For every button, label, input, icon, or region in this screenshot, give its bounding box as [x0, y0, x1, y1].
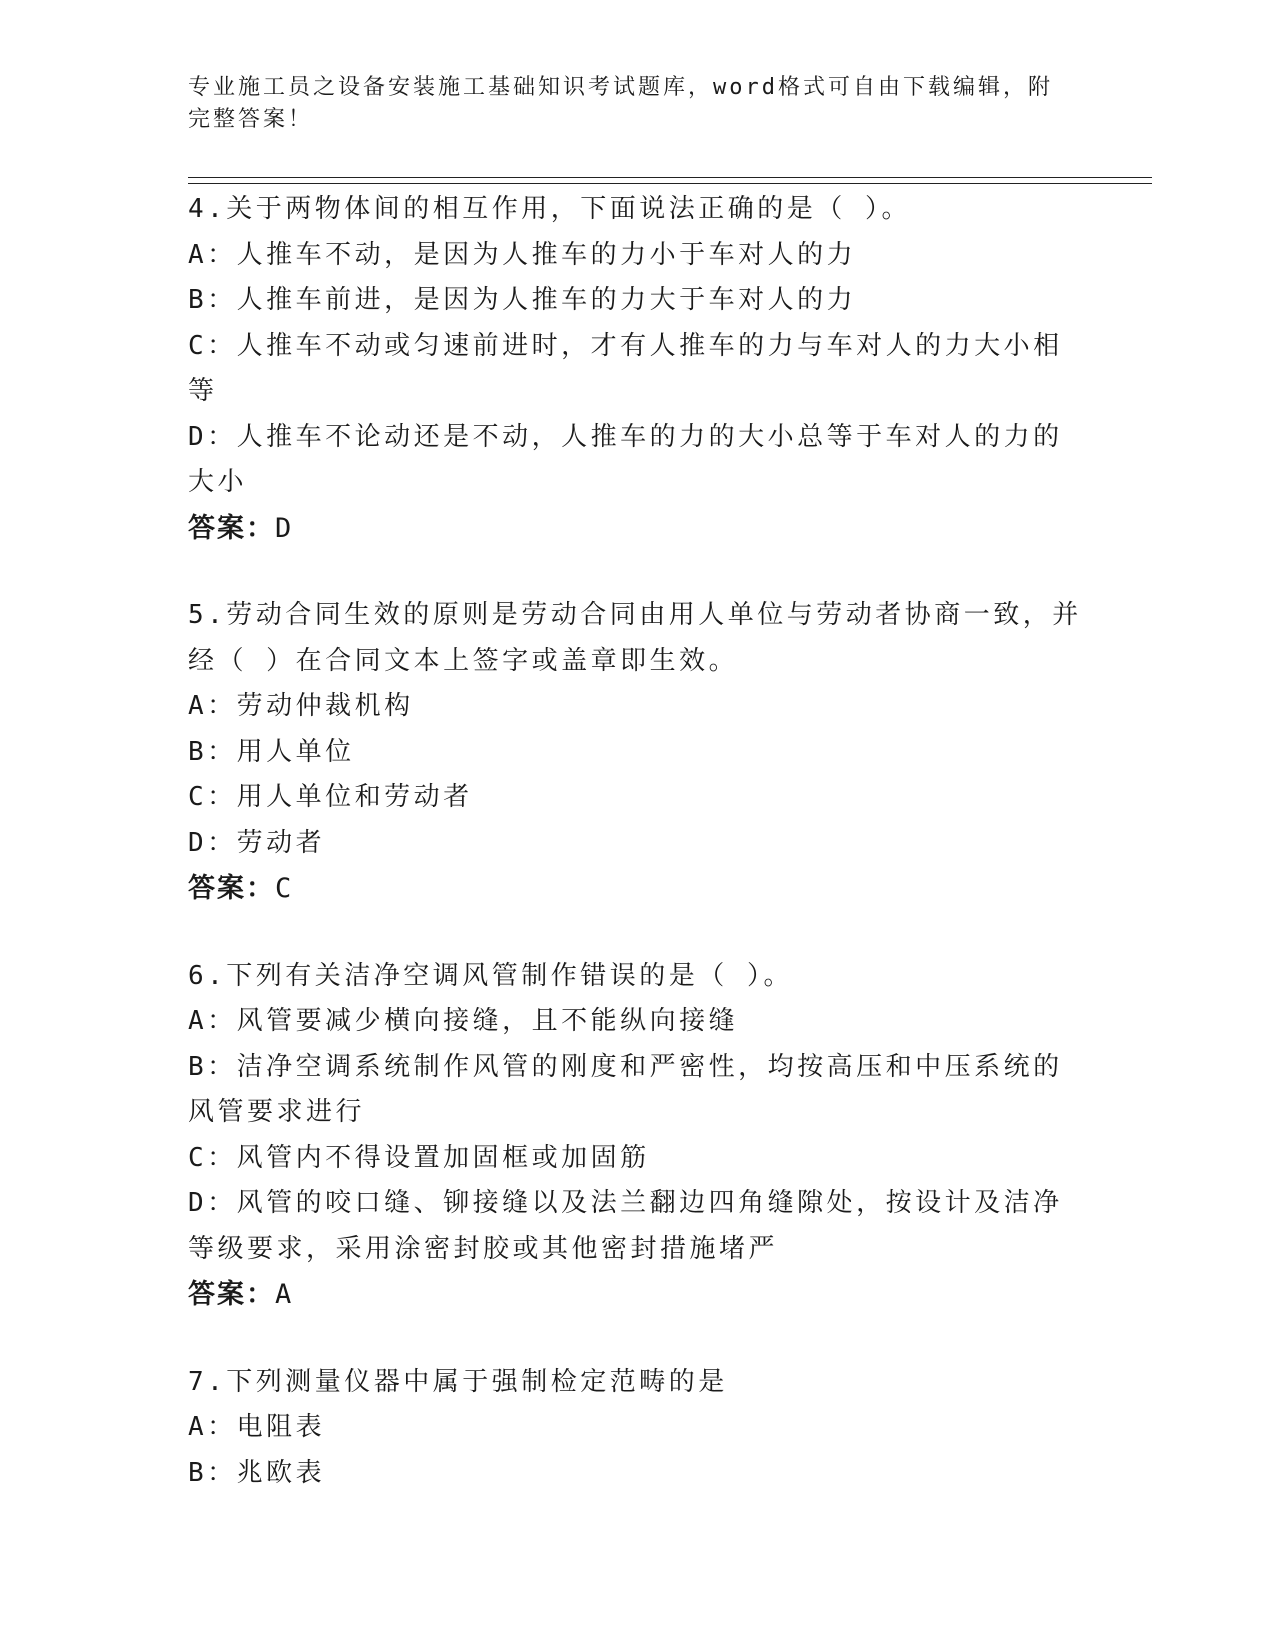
answer-value: C — [275, 873, 293, 904]
question-4 — [188, 187, 1088, 551]
answer-label: 答案： — [188, 1279, 275, 1310]
option-c: C：用人单位和劳动者 — [188, 782, 473, 812]
question-stem: 4.关于两物体间的相互作用，下面说法正确的是（ ）。 — [188, 194, 911, 224]
question-7 — [188, 1360, 1088, 1497]
answer-value: A — [275, 1279, 293, 1310]
option-a: A：风管要减少横向接缝，且不能纵向接缝 — [188, 1006, 739, 1036]
answer-line — [188, 506, 1088, 552]
question-stem: 7.下列测量仪器中属于强制检定范畴的是 — [188, 1366, 728, 1397]
answer-label: 答案： — [188, 873, 275, 904]
question-6 — [188, 954, 1088, 1318]
option-c: C：人推车不动或匀速前进时，才有人推车的力与车对人的力大小相等 — [188, 330, 1063, 406]
question-stem: 5.劳动合同生效的原则是劳动合同由用人单位与劳动者协商一致，并经（ ）在合同文本上签字或盖章即生效。 — [188, 600, 1082, 676]
option-a: A：劳动仲裁机构 — [188, 691, 414, 721]
header-divider-bottom — [188, 183, 1152, 184]
answer-line — [188, 1272, 1088, 1318]
question-5 — [188, 593, 1088, 912]
option-d: D：风管的咬口缝、铆接缝以及法兰翻边四角缝隙处，按设计及洁净等级要求，采用涂密封胶或其他密封措施堵严 — [188, 1188, 1063, 1264]
option-b: B：兆欧表 — [188, 1457, 326, 1488]
answer-line — [188, 866, 1088, 912]
option-d: D：劳动者 — [188, 827, 326, 858]
option-b: B：用人单位 — [188, 736, 355, 767]
answer-label: 答案： — [188, 512, 275, 544]
question-list — [188, 187, 1088, 1538]
option-a: A：电阻表 — [188, 1412, 326, 1442]
option-a: A：人推车不动，是因为人推车的力小于车对人的力 — [188, 239, 857, 270]
document-header: 专业施工员之设备安装施工基础知识考试题库，word格式可自由下载编辑，附完整答案！ — [188, 75, 1053, 132]
header-divider-top — [188, 177, 1152, 178]
option-c: C：风管内不得设置加固框或加固筋 — [188, 1142, 650, 1173]
option-b: B：洁净空调系统制作风管的刚度和严密性，均按高压和中压系统的风管要求进行 — [188, 1051, 1063, 1127]
option-b: B：人推车前进，是因为人推车的力大于车对人的力 — [188, 285, 857, 315]
answer-value: D — [275, 512, 293, 544]
option-d: D：人推车不论动还是不动，人推车的力的大小总等于车对人的力的大小 — [188, 421, 1063, 497]
question-stem: 6.下列有关洁净空调风管制作错误的是（ ）。 — [188, 960, 793, 991]
